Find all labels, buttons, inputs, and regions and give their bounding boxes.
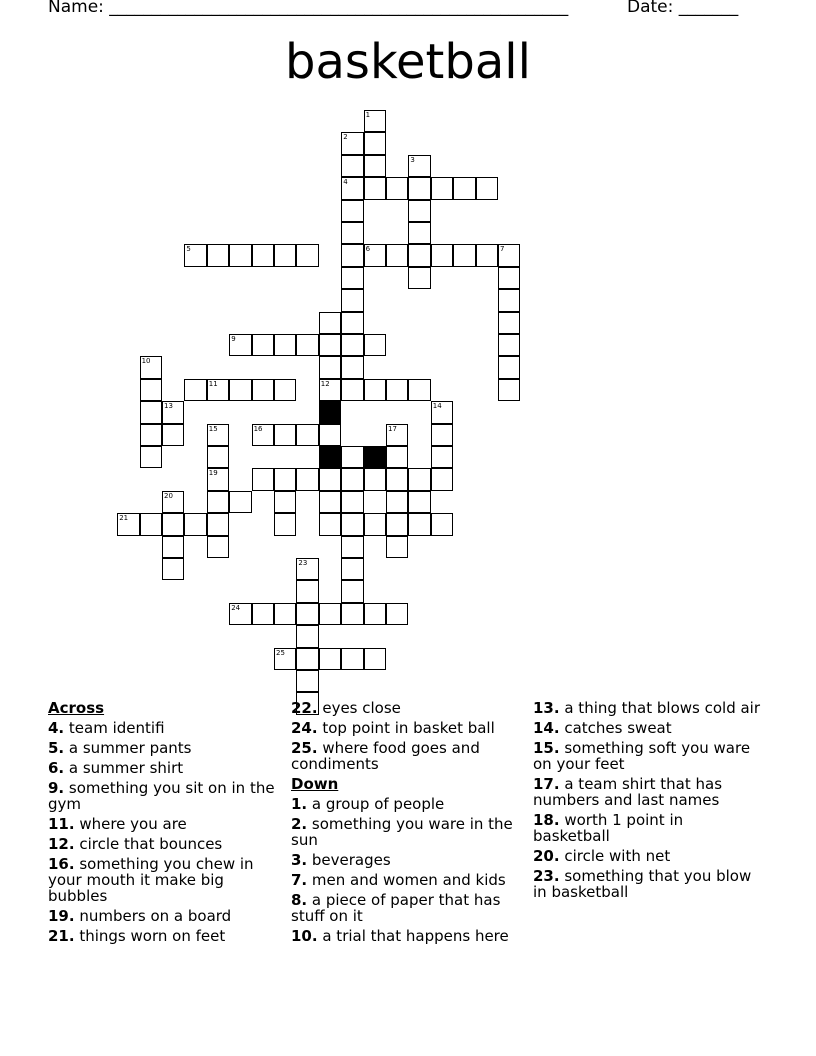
crossword-cell[interactable] [364,603,386,625]
clue-number: 4. [48,719,65,737]
crossword-cell[interactable] [364,468,386,490]
cell-number: 2 [343,133,348,142]
crossword-cell[interactable] [274,379,296,401]
crossword-cell[interactable] [431,401,453,423]
clue-number: 1. [291,795,308,813]
crossword-cell[interactable] [207,446,229,468]
crossword-cell[interactable] [341,446,363,468]
clue-item [48,836,278,852]
clue-item [533,720,763,736]
crossword-cell[interactable] [319,424,341,446]
crossword-cell[interactable] [341,155,363,177]
crossword-cell[interactable] [319,312,341,334]
clue-column-1 [48,700,278,948]
clue-item [533,868,763,900]
clue-number: 2. [291,815,308,833]
crossword-cell[interactable] [252,468,274,490]
crossword-cell[interactable] [498,334,520,356]
crossword-cell[interactable] [274,468,296,490]
crossword-cell[interactable] [408,177,430,199]
crossword-cell[interactable] [252,424,274,446]
crossword-cell[interactable] [252,244,274,266]
clue-text: catches sweat [559,719,672,737]
crossword-cell[interactable] [364,110,386,132]
crossword-cell[interactable] [453,177,475,199]
crossword-cell[interactable] [274,648,296,670]
clue-item [48,780,278,812]
clue-item [48,720,278,736]
cell-number: 6 [365,245,371,254]
crossword-cell[interactable] [476,177,498,199]
clue-item [291,720,523,736]
clue-item [291,892,523,924]
cell-number: 5 [186,245,191,254]
clue-number: 6. [48,759,65,777]
clue-item [48,856,278,904]
crossword-cell[interactable] [207,536,229,558]
clue-item [291,740,523,772]
crossword-cell[interactable] [386,603,408,625]
crossword-cell[interactable] [431,177,453,199]
clue-number: 9. [48,779,65,797]
crossword-cell[interactable] [229,379,251,401]
crossword-cell[interactable] [498,312,520,334]
clue-text: where food goes and condiments [291,739,480,773]
clue-number: 10. [291,927,318,945]
clue-number: 20. [533,847,560,865]
crossword-cell[interactable] [252,379,274,401]
clue-text: a piece of paper that has stuff on it [291,891,501,925]
clue-item [48,760,278,776]
crossword-cell[interactable] [341,491,363,513]
crossword-cell[interactable] [296,603,318,625]
clue-number: 13. [533,699,560,717]
down-heading: Down [291,775,339,793]
clue-item [48,928,278,944]
page-title: basketball [285,34,531,90]
crossword-cell[interactable] [252,334,274,356]
clue-item [291,700,523,716]
clue-item [533,700,763,716]
clue-text: something that you blow in basketball [533,867,752,901]
clue-list [48,720,278,944]
crossword-cell[interactable] [296,625,318,647]
clue-number: 16. [48,855,75,873]
crossword-cell[interactable] [296,670,318,692]
crossword-cell[interactable] [184,379,206,401]
clue-item [291,796,523,812]
crossword-cell[interactable] [498,267,520,289]
crossword-cell[interactable] [453,244,475,266]
crossword-cell[interactable] [386,244,408,266]
clue-number: 8. [291,891,308,909]
crossword-cell[interactable] [341,580,363,602]
crossword-cell[interactable] [498,356,520,378]
crossword-cell[interactable] [229,603,251,625]
crossword-cell[interactable] [229,244,251,266]
crossword-cell[interactable] [207,513,229,535]
name-field-label: Name: ______________________________________________________ [48,0,569,17]
clue-text: beverages [307,851,391,869]
crossword-cell[interactable] [296,558,318,580]
crossword-cell[interactable] [341,334,363,356]
clue-text: worth 1 point in basketball [533,811,684,845]
crossword-cell[interactable] [364,334,386,356]
crossword-cell[interactable] [140,356,162,378]
crossword-cell[interactable] [319,356,341,378]
crossword-cell[interactable] [364,379,386,401]
clue-number: 17. [533,775,560,793]
crossword-cell[interactable] [296,468,318,490]
crossword-cell[interactable] [319,513,341,535]
crossword-block [364,446,386,468]
crossword-cell[interactable] [408,379,430,401]
crossword-cell[interactable] [408,267,430,289]
crossword-cell[interactable] [341,603,363,625]
crossword-cell[interactable] [364,648,386,670]
crossword-cell[interactable] [274,513,296,535]
clue-text: a group of people [307,795,445,813]
crossword-cell[interactable] [274,244,296,266]
clue-item [291,928,523,944]
crossword-cell[interactable] [117,513,139,535]
clue-text: team identifi [64,719,165,737]
crossword-cell[interactable] [140,424,162,446]
clue-number: 14. [533,719,560,737]
crossword-cell[interactable] [341,244,363,266]
crossword-cell[interactable] [162,491,184,513]
crossword-cell[interactable] [364,177,386,199]
crossword-cell[interactable] [386,446,408,468]
crossword-cell[interactable] [296,424,318,446]
crossword-cell[interactable] [207,379,229,401]
crossword-cell[interactable] [207,244,229,266]
crossword-cell[interactable] [364,513,386,535]
clue-number: 25. [291,739,318,757]
crossword-cell[interactable] [296,334,318,356]
crossword-cell[interactable] [319,491,341,513]
crossword-cell[interactable] [341,468,363,490]
crossword-cell[interactable] [498,289,520,311]
cell-number: 23 [298,559,308,567]
crossword-cell[interactable] [274,334,296,356]
cell-number: 7 [500,245,505,254]
crossword-cell[interactable] [408,155,430,177]
crossword-cell[interactable] [408,513,430,535]
clue-text: top point in basket ball [317,719,495,737]
clue-list [291,700,523,772]
cell-number: 19 [208,469,218,478]
crossword-block [319,446,341,468]
clue-text: a summer pants [64,739,192,757]
across-heading: Across [48,699,105,717]
cell-number: 1 [365,111,371,119]
crossword-cell[interactable] [341,379,363,401]
clue-item [291,872,523,888]
crossword-cell[interactable] [207,424,229,446]
cell-number: 9 [231,335,236,343]
clue-text: circle that bounces [74,835,223,853]
cell-number: 14 [432,402,442,411]
clue-item [533,812,763,844]
crossword-cell[interactable] [386,177,408,199]
crossword-block [319,401,341,423]
crossword-cell[interactable] [341,132,363,154]
crossword-cell[interactable] [162,536,184,558]
crossword-cell[interactable] [341,558,363,580]
crossword-cell[interactable] [341,312,363,334]
crossword-cell[interactable] [252,603,274,625]
crossword-cell[interactable] [341,289,363,311]
cell-number: 21 [119,514,129,523]
crossword-cell[interactable] [341,648,363,670]
crossword-cell[interactable] [162,558,184,580]
crossword-cell[interactable] [140,446,162,468]
clue-column-2 [291,700,523,948]
crossword-cell[interactable] [431,424,453,446]
clue-text: eyes close [317,699,401,717]
crossword-cell[interactable] [296,580,318,602]
crossword-cell[interactable] [319,334,341,356]
crossword-cell[interactable] [341,356,363,378]
crossword-cell[interactable] [386,424,408,446]
cell-number: 10 [141,357,151,366]
crossword-cell[interactable] [140,401,162,423]
clue-text: a summer shirt [64,759,184,777]
crossword-cell[interactable] [386,379,408,401]
crossword-cell[interactable] [498,244,520,266]
crossword-cell[interactable] [207,468,229,490]
date-field-label: Date: _______ [627,0,739,17]
clue-text: a thing that blows cold air [559,699,761,717]
clue-item [291,816,523,848]
crossword-cell[interactable] [296,648,318,670]
crossword-cell[interactable] [274,424,296,446]
crossword-cell[interactable] [386,491,408,513]
clue-text: something soft you ware on your feet [533,739,751,773]
cell-number: 18 [320,447,330,455]
crossword-cell[interactable] [341,200,363,222]
clue-text: numbers on a board [74,907,232,925]
crossword-cell[interactable] [162,401,184,423]
cell-number: 11 [208,379,218,388]
cell-number: 15 [208,424,218,433]
crossword-cell[interactable] [431,468,453,490]
crossword-cell[interactable] [364,244,386,266]
clue-number: 22. [291,699,318,717]
crossword-cell[interactable] [364,155,386,177]
crossword-cell[interactable] [341,536,363,558]
clue-number: 15. [533,739,560,757]
crossword-cell[interactable] [319,468,341,490]
crossword-cell[interactable] [431,446,453,468]
clue-text: something you chew in your mouth it make big bubbles [48,855,254,905]
crossword-cell[interactable] [207,491,229,513]
cell-number: 4 [343,178,348,187]
cell-number: 12 [320,379,330,388]
clue-text: men and women and kids [307,871,506,889]
crossword-cell[interactable] [498,379,520,401]
crossword-cell[interactable] [408,244,430,266]
clue-text: where you are [74,815,187,833]
crossword-cell[interactable] [408,200,430,222]
crossword-cell[interactable] [341,177,363,199]
clue-number: 7. [291,871,308,889]
clue-text: something you ware in the sun [291,815,513,849]
clue-number: 3. [291,851,308,869]
crossword-cell[interactable] [319,379,341,401]
crossword-cell[interactable] [319,603,341,625]
crossword-cell[interactable] [274,491,296,513]
crossword-cell[interactable] [229,491,251,513]
clue-item [533,740,763,772]
crossword-cell[interactable] [386,536,408,558]
cell-number: 17 [388,424,397,433]
clue-text: something you sit on in the gym [48,779,275,813]
crossword-cell[interactable] [341,267,363,289]
cell-number: 3 [410,155,415,164]
crossword-cell[interactable] [229,334,251,356]
crossword-cell[interactable] [341,222,363,244]
clue-text: circle with net [559,847,671,865]
clue-item [48,816,278,832]
crossword-cell[interactable] [408,491,430,513]
crossword-cell[interactable] [296,244,318,266]
crossword-cell[interactable] [476,244,498,266]
clue-number: 12. [48,835,75,853]
cell-number: 20 [164,491,173,500]
clue-item [533,848,763,864]
crossword-cell[interactable] [408,222,430,244]
crossword-cell[interactable] [341,513,363,535]
clue-item [291,852,523,868]
cell-number: 13 [164,402,173,411]
clue-item [48,740,278,756]
clue-number: 19. [48,907,75,925]
crossword-cell[interactable] [431,513,453,535]
clue-text: things worn on feet [74,927,226,945]
cell-number: 24 [231,603,241,612]
cell-number: 16 [253,424,263,433]
clue-list [291,796,523,944]
crossword-cell[interactable] [184,513,206,535]
clue-number: 18. [533,811,560,829]
clue-column-3 [533,700,763,904]
clue-number: 23. [533,867,560,885]
clue-number: 24. [291,719,318,737]
crossword-cell[interactable] [386,468,408,490]
crossword-cell[interactable] [386,513,408,535]
crossword-cell[interactable] [140,379,162,401]
clue-number: 11. [48,815,75,833]
crossword-cell[interactable] [162,424,184,446]
crossword-cell[interactable] [408,468,430,490]
clue-text: a trial that happens here [317,927,509,945]
clue-item [533,776,763,808]
crossword-cell[interactable] [364,132,386,154]
clue-number: 5. [48,739,65,757]
crossword-cell[interactable] [319,648,341,670]
clue-number: 21. [48,927,75,945]
clue-list [533,700,763,900]
clue-text: a team shirt that has numbers and last names [533,775,723,809]
crossword-cell[interactable] [431,244,453,266]
crossword-cell[interactable] [274,603,296,625]
crossword-cell[interactable] [162,513,184,535]
crossword-cell[interactable] [140,513,162,535]
clue-item [48,908,278,924]
cell-number: 25 [276,648,285,657]
crossword-cell[interactable] [184,244,206,266]
